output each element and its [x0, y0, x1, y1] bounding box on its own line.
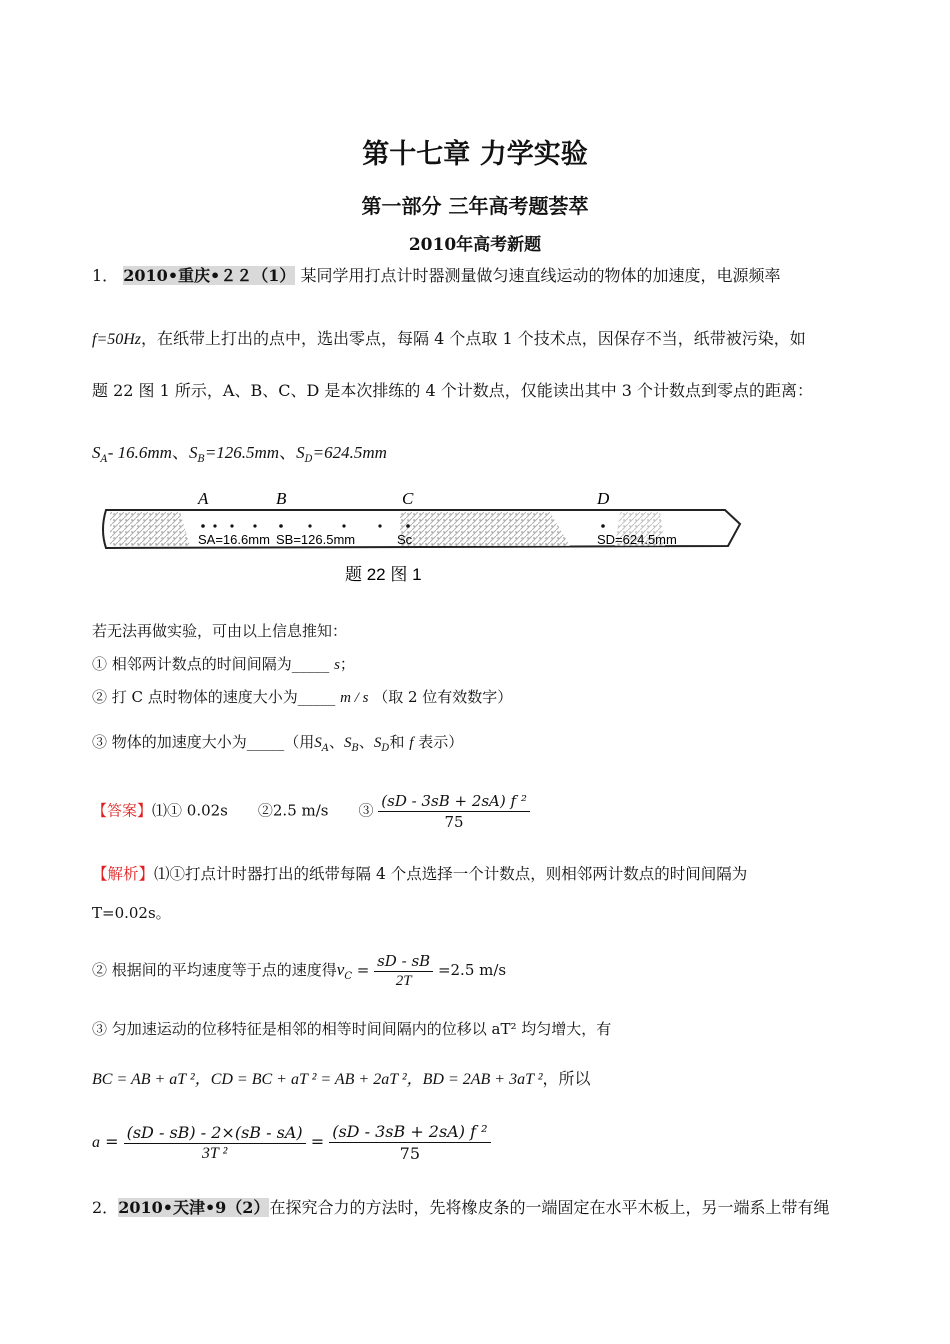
q1-source: 2010•重庆•２２（1）	[123, 266, 296, 285]
vc-denominator: 2T	[395, 973, 412, 989]
q1-line-3: 题 22 图 1 所示，A、B、C、D 是本次排练的 4 个计数点，仅能读出其中 3 个计数点到零点的距离：	[92, 381, 814, 400]
sa-label: SA=16.6mm	[198, 532, 270, 547]
q1-part-2	[92, 686, 512, 707]
analysis-line-2: T=0.02s。	[92, 904, 171, 922]
eq-sign: =	[305, 1132, 325, 1151]
chapter-title: 第十七章 力学实验	[362, 139, 588, 170]
analysis-line-3	[92, 952, 506, 990]
sd-label: SD=624.5mm	[597, 532, 677, 547]
vc-numerator: sD - sB	[374, 952, 433, 972]
p2-unit: m / s	[340, 690, 369, 706]
q2-line-1	[92, 1195, 829, 1218]
q1-line-1	[92, 263, 781, 286]
p1-unit: s	[334, 657, 340, 673]
sc-label: Sc	[397, 532, 413, 547]
distance-line	[92, 438, 387, 465]
analysis-line-1	[92, 862, 747, 884]
sa-value: - 16.6mm	[107, 443, 172, 462]
q1-part-1	[92, 653, 355, 674]
vc-value: =2.5 m/s	[433, 961, 507, 979]
p2-text: ② 打 C 点时物体的速度大小为_____	[92, 688, 336, 706]
q1-text-1: 某同学用打点计时器测量做匀速直线运动的物体的加速度，电源频率	[300, 266, 781, 285]
p3-sd-sub: D	[381, 743, 390, 754]
a-fraction-2	[329, 1122, 490, 1163]
sa-sub: A	[100, 454, 108, 465]
answer-tag: 【答案】	[92, 801, 153, 820]
sep: 、	[358, 733, 374, 751]
stain	[400, 512, 570, 546]
answer-text: ⑴① 0.02s ②2.5 m/s ③	[152, 801, 374, 820]
answer-numerator: (sD - 3sB + 2sA) f ²	[378, 792, 530, 812]
p1-end: ；	[339, 655, 355, 673]
p3-and: 和	[389, 733, 405, 751]
q2-number: 2．	[92, 1198, 119, 1217]
q1-line-2	[92, 326, 806, 349]
a-denominator-1: 3T ²	[201, 1144, 228, 1162]
stain	[110, 512, 190, 546]
label-a: A	[198, 489, 209, 508]
p3-f: f	[409, 735, 414, 751]
tape-figure	[100, 488, 745, 588]
sd-symbol: S	[296, 443, 305, 462]
sep: 、	[279, 443, 297, 463]
q1-part-3	[92, 731, 463, 754]
p3-sd: S	[373, 735, 382, 751]
p3-sb-sub: B	[351, 743, 359, 754]
q1-text-2: ，在纸带上打出的点中，选出零点，每隔 4 个点取 1 个技术点，因保存不当，纸带被污染，如	[141, 329, 806, 348]
a-symbol: a	[92, 1134, 100, 1151]
label-c: C	[402, 489, 414, 508]
eq-sign: =	[351, 961, 370, 979]
q2-text: 在探究合力的方法时，先将橡皮条的一端固定在水平木板上，另一端系上带有绳	[269, 1198, 830, 1217]
a-numerator-1: (sD - sB) - 2×(sB - sA)	[124, 1123, 306, 1144]
answer-denominator: 75	[444, 813, 464, 831]
sb-symbol: S	[188, 443, 198, 462]
eq-sign: =	[100, 1132, 119, 1151]
eq-chain: BC = AB + aT ²，CD = BC + aT ² = AB + 2aT ²，BD = 2AB + 3aT ²	[92, 1071, 543, 1088]
p3-sb: S	[344, 735, 352, 751]
p3-end: 表示）	[418, 733, 464, 751]
sd-value: =624.5mm	[312, 443, 387, 462]
p3-sa-sub: A	[321, 743, 330, 754]
vc-symbol: v	[336, 960, 345, 979]
q1-number: 1．	[92, 266, 119, 285]
p3-text: ③ 物体的加速度大小为_____（用	[92, 733, 315, 751]
answer-line	[92, 792, 530, 831]
answer-fraction	[378, 792, 530, 831]
figure-caption: 题 22 图 1	[345, 565, 422, 584]
p1-text: ① 相邻两计数点的时间间隔为_____	[92, 655, 330, 673]
sb-value: =126.5mm	[204, 443, 280, 462]
p2-end: （取 2 位有效数字）	[373, 688, 513, 706]
sa-symbol: S	[92, 443, 101, 462]
vc-sub: C	[344, 971, 352, 982]
q1-intro: 若无法再做实验，可由以上信息推知：	[92, 622, 348, 640]
q2-source: 2010•天津•9（2）	[118, 1198, 270, 1217]
a-formula-line	[92, 1122, 491, 1163]
a-fraction-1	[124, 1123, 306, 1163]
sb-sub: B	[197, 454, 205, 465]
section-title: 2010年高考新题	[408, 235, 542, 255]
sep: 、	[171, 443, 189, 463]
analysis-eq-line	[92, 1066, 591, 1089]
freq-var: f	[92, 331, 97, 348]
label-d: D	[597, 489, 610, 508]
label-b: B	[276, 489, 287, 508]
sb-label: SB=126.5mm	[276, 532, 356, 547]
a-numerator-2: (sD - 3sB + 2sA) f ²	[329, 1122, 490, 1143]
p3-sa: S	[314, 735, 322, 751]
a-denominator-2: 75	[399, 1144, 421, 1163]
part-title: 第一部分 三年高考题荟萃	[361, 194, 589, 218]
analysis-text-3: ② 根据间的平均速度等于点的速度得	[92, 961, 337, 979]
freq-value: =50Hz	[96, 331, 142, 348]
analysis-tag: 【解析】	[92, 865, 155, 883]
analysis-line-4: ③ 匀加速运动的位移特征是相邻的相等时间间隔内的位移以 aT² 均匀增大，有	[92, 1020, 612, 1038]
analysis-text-1: ⑴①打点计时器打出的纸带每隔 4 个点选择一个计数点，则相邻两计数点的时间间隔为	[154, 865, 748, 883]
sep: 、	[329, 733, 345, 751]
tape-svg	[100, 488, 745, 588]
vc-fraction	[374, 952, 433, 990]
eq-end: ，所以	[542, 1069, 591, 1088]
sd-sub: D	[304, 454, 313, 465]
